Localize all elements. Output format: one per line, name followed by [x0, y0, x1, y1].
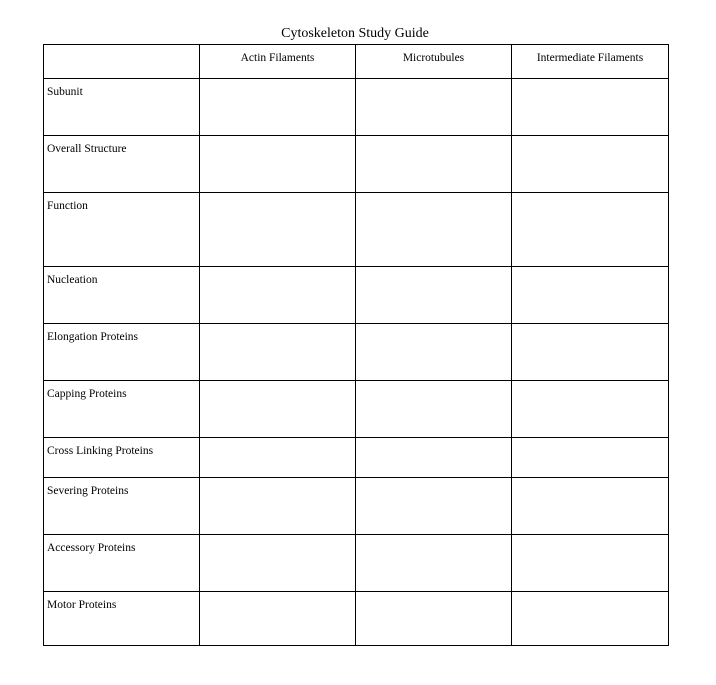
row-label-overall-structure: Overall Structure — [44, 136, 200, 193]
table-row — [44, 592, 669, 646]
cell-cross-linking-microtubules[interactable] — [356, 438, 512, 478]
cell-cross-linking-actin[interactable] — [200, 438, 356, 478]
table-row — [44, 535, 669, 592]
table-row — [44, 324, 669, 381]
row-label-subunit: Subunit — [44, 79, 200, 136]
row-label-motor-proteins: Motor Proteins — [44, 592, 200, 646]
cell-nucleation-microtubules[interactable] — [356, 267, 512, 324]
cell-overall-structure-intermediate[interactable] — [512, 136, 669, 193]
cell-subunit-microtubules[interactable] — [356, 79, 512, 136]
cell-subunit-actin[interactable] — [200, 79, 356, 136]
cell-cross-linking-intermediate[interactable] — [512, 438, 669, 478]
column-header-actin-filaments: Actin Filaments — [200, 45, 356, 79]
cell-subunit-intermediate[interactable] — [512, 79, 669, 136]
page-title: Cytoskeleton Study Guide — [281, 26, 429, 41]
cell-capping-microtubules[interactable] — [356, 381, 512, 438]
cell-function-microtubules[interactable] — [356, 193, 512, 267]
column-header-microtubules: Microtubules — [356, 45, 512, 79]
cell-function-intermediate[interactable] — [512, 193, 669, 267]
cell-motor-microtubules[interactable] — [356, 592, 512, 646]
cell-motor-actin[interactable] — [200, 592, 356, 646]
table-row — [44, 136, 669, 193]
cell-overall-structure-actin[interactable] — [200, 136, 356, 193]
cell-severing-microtubules[interactable] — [356, 478, 512, 535]
table-row — [44, 478, 669, 535]
table-row — [44, 193, 669, 267]
row-label-accessory-proteins: Accessory Proteins — [44, 535, 200, 592]
row-label-capping-proteins: Capping Proteins — [44, 381, 200, 438]
cell-elongation-microtubules[interactable] — [356, 324, 512, 381]
cell-motor-intermediate[interactable] — [512, 592, 669, 646]
cell-severing-actin[interactable] — [200, 478, 356, 535]
column-header-intermediate-filaments: Intermediate Filaments — [512, 45, 669, 79]
cell-accessory-actin[interactable] — [200, 535, 356, 592]
cell-accessory-intermediate[interactable] — [512, 535, 669, 592]
cell-severing-intermediate[interactable] — [512, 478, 669, 535]
table-row — [44, 267, 669, 324]
cell-accessory-microtubules[interactable] — [356, 535, 512, 592]
row-label-function: Function — [44, 193, 200, 267]
study-guide-table — [43, 44, 669, 646]
row-label-elongation-proteins: Elongation Proteins — [44, 324, 200, 381]
cell-capping-actin[interactable] — [200, 381, 356, 438]
cell-elongation-actin[interactable] — [200, 324, 356, 381]
table-row — [44, 381, 669, 438]
header-row — [44, 45, 669, 79]
row-label-nucleation: Nucleation — [44, 267, 200, 324]
corner-header-cell — [44, 45, 200, 79]
cell-nucleation-actin[interactable] — [200, 267, 356, 324]
table-row — [44, 438, 669, 478]
cell-function-actin[interactable] — [200, 193, 356, 267]
cell-capping-intermediate[interactable] — [512, 381, 669, 438]
row-label-severing-proteins: Severing Proteins — [44, 478, 200, 535]
row-label-cross-linking-proteins: Cross Linking Proteins — [44, 438, 200, 478]
cell-overall-structure-microtubules[interactable] — [356, 136, 512, 193]
cell-nucleation-intermediate[interactable] — [512, 267, 669, 324]
table-row — [44, 79, 669, 136]
cell-elongation-intermediate[interactable] — [512, 324, 669, 381]
